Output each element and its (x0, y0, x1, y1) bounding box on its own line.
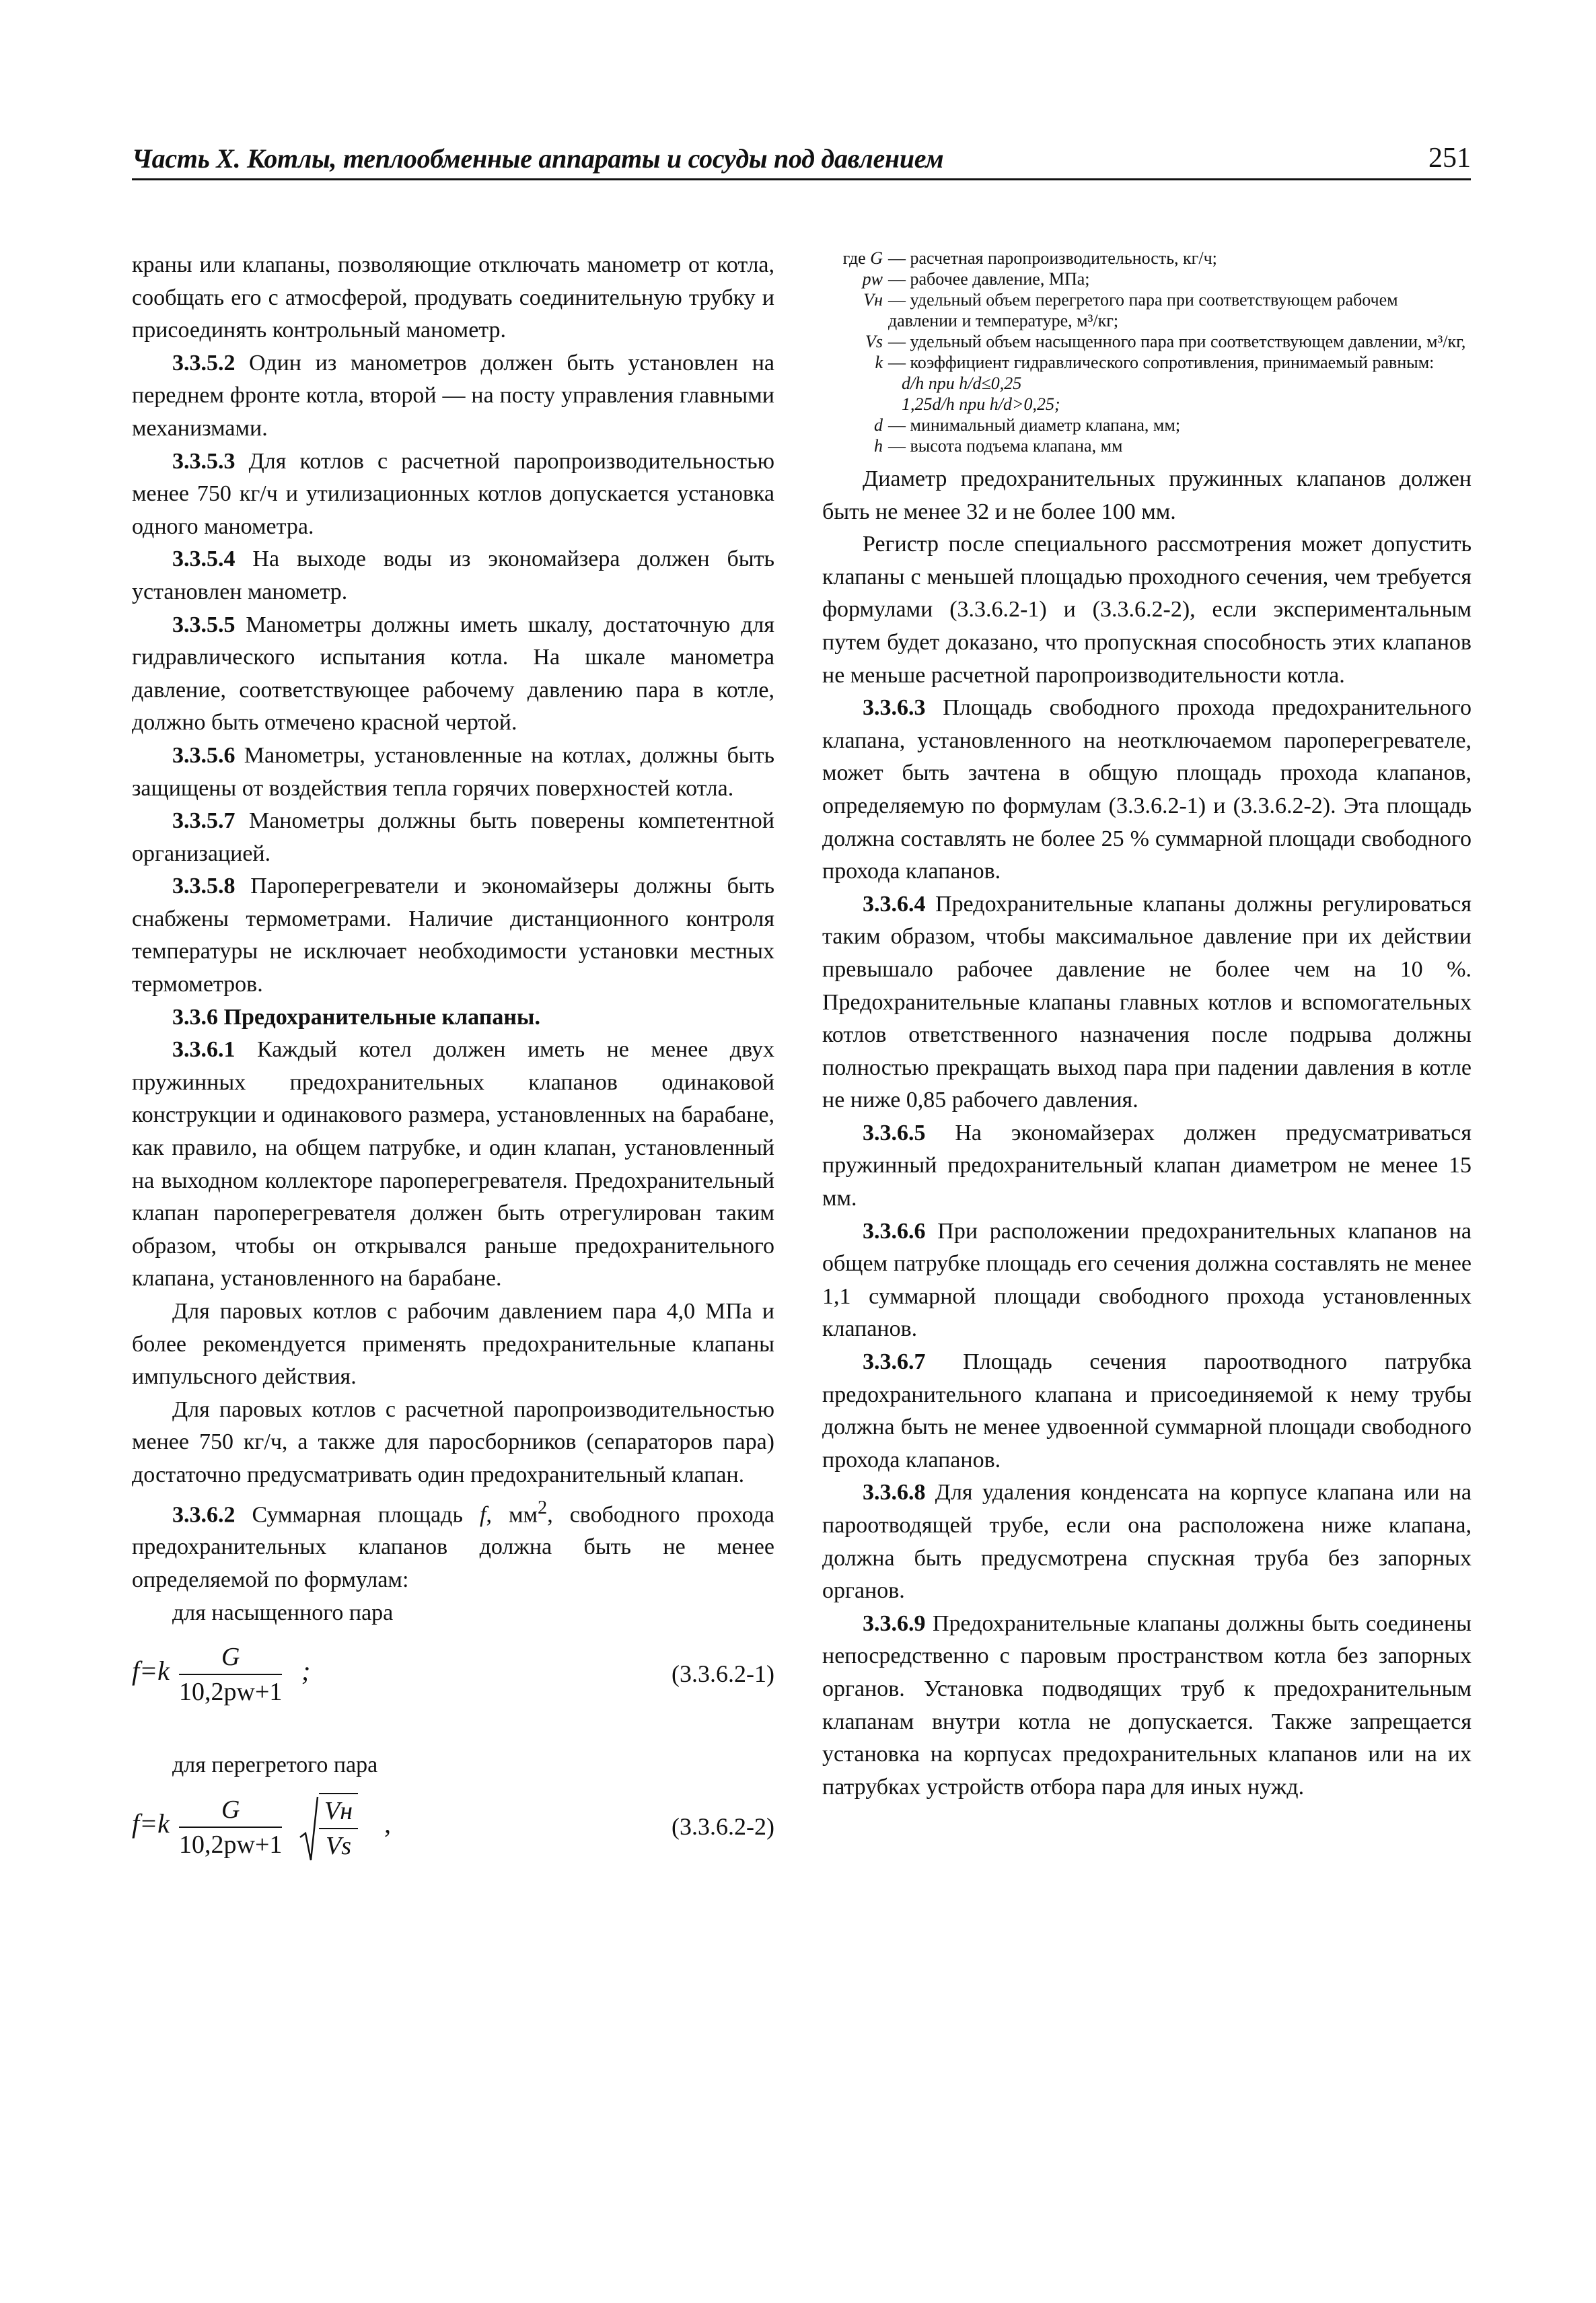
legend-item: Vs — удельный объем насыщенного пара при соответствующем давлении, м³/кг, (865, 332, 1466, 351)
formula-fraction: $\frac{G}{10,2pw+1}$ (179, 1640, 282, 1709)
formula-intro: для перегретого пара (172, 1752, 378, 1778)
clause-number: 3.3.6.7 (863, 1349, 926, 1375)
clause-number: 3.3.5.6 (172, 742, 235, 768)
legend-item: Vн — удельный объем перегретого пара при соответствующем рабочем давлении и температуре, м³/кг; (863, 290, 1398, 330)
page-header (132, 138, 1471, 180)
clause-number: 3.3.6.4 (863, 891, 926, 917)
legend-item: h — высота подъема клапана, мм (874, 436, 1123, 456)
clause-number: 3.3.5.7 (172, 808, 235, 834)
equation-number: (3.3.6.2-2) (672, 1812, 774, 1840)
paragraph: 3.3.5.5 Манометры должны иметь шкалу, достаточную для гидравлического испытания котла. На шкале манометра давление, соответствующее рабочему давлению пара в котле, должно быть отмечено красной чертой. (132, 612, 774, 736)
paragraph: 3.3.6.2 Суммарная площадь f, $мм^2$, свободного прохода предохранительных клапанов должна быть не менее определяемой по формулам: (132, 1497, 775, 1593)
paragraph: Для паровых котлов с расчетной паропроизводительностью менее 750 кг/ч, а также для паросборников (сепараторов пара) достаточно предусматривать один предохранительный клапан. (132, 1396, 774, 1487)
paragraph: Для паровых котлов с рабочим давлением пара 4,0 МПа и более рекомендуется применять предохранительные клапаны импульсного действия. (132, 1299, 774, 1390)
clause-number: 3.3.5.3 (172, 448, 235, 474)
sqrt-sign (299, 1796, 319, 1863)
paragraph: Регистр после специального рассмотрения может допустить клапаны с меньшей площадью проходного сечения, чем требуется формулами (3.3.6.2-1) и (3.3.6.2-2), если экспериментальным путем будет доказано, что пропускная способность этих клапанов не меньше расчетной паропроизводительности котла. (822, 532, 1472, 688)
section-heading: 3.3.6 Предохранительные клапаны. (172, 1004, 540, 1030)
clause-number: 3.3.6.1 (172, 1037, 235, 1063)
clause-number: 3.3.5.4 (172, 546, 235, 572)
clause-number: 3.3.6.6 (863, 1218, 926, 1244)
paragraph: 3.3.5.3 Для котлов с расчетной паропроизводительностью менее 750 кг/ч и утилизационных котлов допускается установка одного манометра. (132, 448, 774, 539)
paragraph: 3.3.6.9 Предохранительные клапаны должны быть соединены непосредственно с паровым пространством котла без запорных органов. Установка подводящих труб к предохранительным клапанам внутри котла не допускается. Также запрещается установка на корпусах предохранительных клапанов или на их патрубках устройств отбора пара для иных нужд. (822, 1610, 1472, 1800)
legend-item: pw — рабочее давление, МПа; (862, 269, 1090, 289)
symbol-legend (822, 248, 1472, 456)
paragraph: Диаметр предохранительных пружинных клапанов должен быть не менее 32 и не более 100 мм. (822, 466, 1472, 524)
running-title: Часть X. Котлы, теплообменные аппараты и сосуды под давлением (132, 143, 944, 174)
clause-number: 3.3.5.5 (172, 612, 235, 637)
formula-intro: для насыщенного пара (172, 1600, 394, 1625)
paragraph: 3.3.6.8 Для удаления конденсата на корпусе клапана или на пароотводящей трубе, если она расположена ниже клапана, должна быть предусмотрена спускная труба без запорных органов. (822, 1480, 1472, 1604)
legend-subitem: d/h при h/d≤0,25 (902, 374, 1022, 393)
formula-superheated: f=k $\frac{G}{10,2pw+1}$ Vн Vs , (3.3.6.2-2) (132, 1793, 774, 1882)
paragraph: 3.3.6.1 Каждый котел должен иметь не менее двух пружинных предохранительных клапанов одинаковой конструкции и одинакового размера, установленных на барабане, как правило, на общем патрубке, и один клапан, установленный на выходном коллекторе пароперегревателя. Предохранительный клапан пароперегревателя должен быть отрегулирован таким образом, чтобы он открывался раньше предохранительного клапана, установленного на барабане. (132, 1037, 774, 1291)
clause-number: 3.3.6.3 (863, 695, 926, 721)
paragraph: 3.3.6.7 Площадь сечения пароотводного патрубка предохранительного клапана и присоединяемой к нему трубы должна быть не менее удвоенной суммарной площади свободного прохода клапанов. (822, 1349, 1472, 1473)
clause-number: 3.3.6.8 (863, 1480, 926, 1505)
clause-number: 3.3.5.8 (172, 874, 235, 899)
left-column (132, 249, 774, 1902)
clause-number: 3.3.6.2 (172, 1501, 235, 1527)
formula-lhs: f=k (132, 1808, 170, 1839)
page-number: 251 (1428, 143, 1471, 174)
legend-item: k — коэффициент гидравлического сопротивления, принимаемый равным: (875, 353, 1435, 372)
legend-item: d — минимальный диаметр клапана, мм; (874, 415, 1181, 435)
formula-saturated: f=k $\frac{G}{10,2pw+1}$ ; (3.3.6.2-1) (132, 1640, 774, 1729)
paragraph: 3.3.6.6 При расположении предохранительных клапанов на общем патрубке площадь его сечения должна составлять не менее 1,1 суммарной площади свободного прохода установленных клапанов. (822, 1218, 1472, 1342)
formula-lhs: f=k (132, 1656, 170, 1687)
paragraph: 3.3.6.5 На экономайзерах должен предусматриваться пружинный предохранительный клапан диаметром не менее 15 мм. (822, 1120, 1472, 1211)
formula-root-fraction: Vн Vs (319, 1793, 358, 1863)
paragraph: 3.3.5.7 Манометры должны быть поверены компетентной организацией. (132, 808, 774, 866)
legend-subitem: 1,25d/h при h/d>0,25; (902, 394, 1060, 414)
equation-number: (3.3.6.2-1) (672, 1660, 774, 1688)
paragraph: 3.3.5.4 На выходе воды из экономайзера должен быть установлен манометр. (132, 546, 774, 604)
formula-fraction: $\frac{G}{10,2pw+1}$ (179, 1793, 282, 1862)
paragraph: 3.3.6.4 Предохранительные клапаны должны регулироваться таким образом, чтобы максимальное давление при их действии превышало рабочее давление не более чем на 10 %. Предохранительные клапаны главных котлов и вспомогательных котлов ответственного назначения после подрыва должны полностью прекращать выход пара при падении давления в котле не ниже 0,85 рабочего давления. (822, 891, 1472, 1113)
right-column (822, 248, 1472, 1804)
clause-number: 3.3.6.9 (863, 1610, 926, 1636)
paragraph: 3.3.5.8 Пароперегреватели и экономайзеры должны быть снабжены термометрами. Наличие дистанционного контроля температуры не исключает необходимости установки местных термометров. (132, 874, 774, 997)
paragraph: 3.3.6.3 Площадь свободного прохода предохранительного клапана, установленного на неотключаемом пароперегревателе, может быть зачтена в общую площадь прохода клапанов, определяемую по формулам (3.3.6.2-1) и (3.3.6.2-2). Эта площадь должна составлять не более 25 % суммарной площади свободного прохода клапанов. (822, 695, 1472, 884)
paragraph: краны или клапаны, позволяющие отключать манометр от котла, сообщать его с атмосферой, продувать соединительную трубку и присоединять контрольный манометр. (132, 252, 774, 343)
paragraph: 3.3.5.6 Манометры, установленные на котлах, должны быть защищены от воздействия тепла горячих поверхностей котла. (132, 742, 774, 801)
legend-item: где G — расчетная паропроизводительность, кг/ч; (842, 248, 1217, 268)
paragraph: 3.3.5.2 Один из манометров должен быть установлен на переднем фронте котла, второй — на посту управления главными механизмами. (132, 350, 774, 441)
clause-number: 3.3.5.2 (172, 350, 235, 376)
clause-number: 3.3.6.5 (863, 1120, 926, 1145)
